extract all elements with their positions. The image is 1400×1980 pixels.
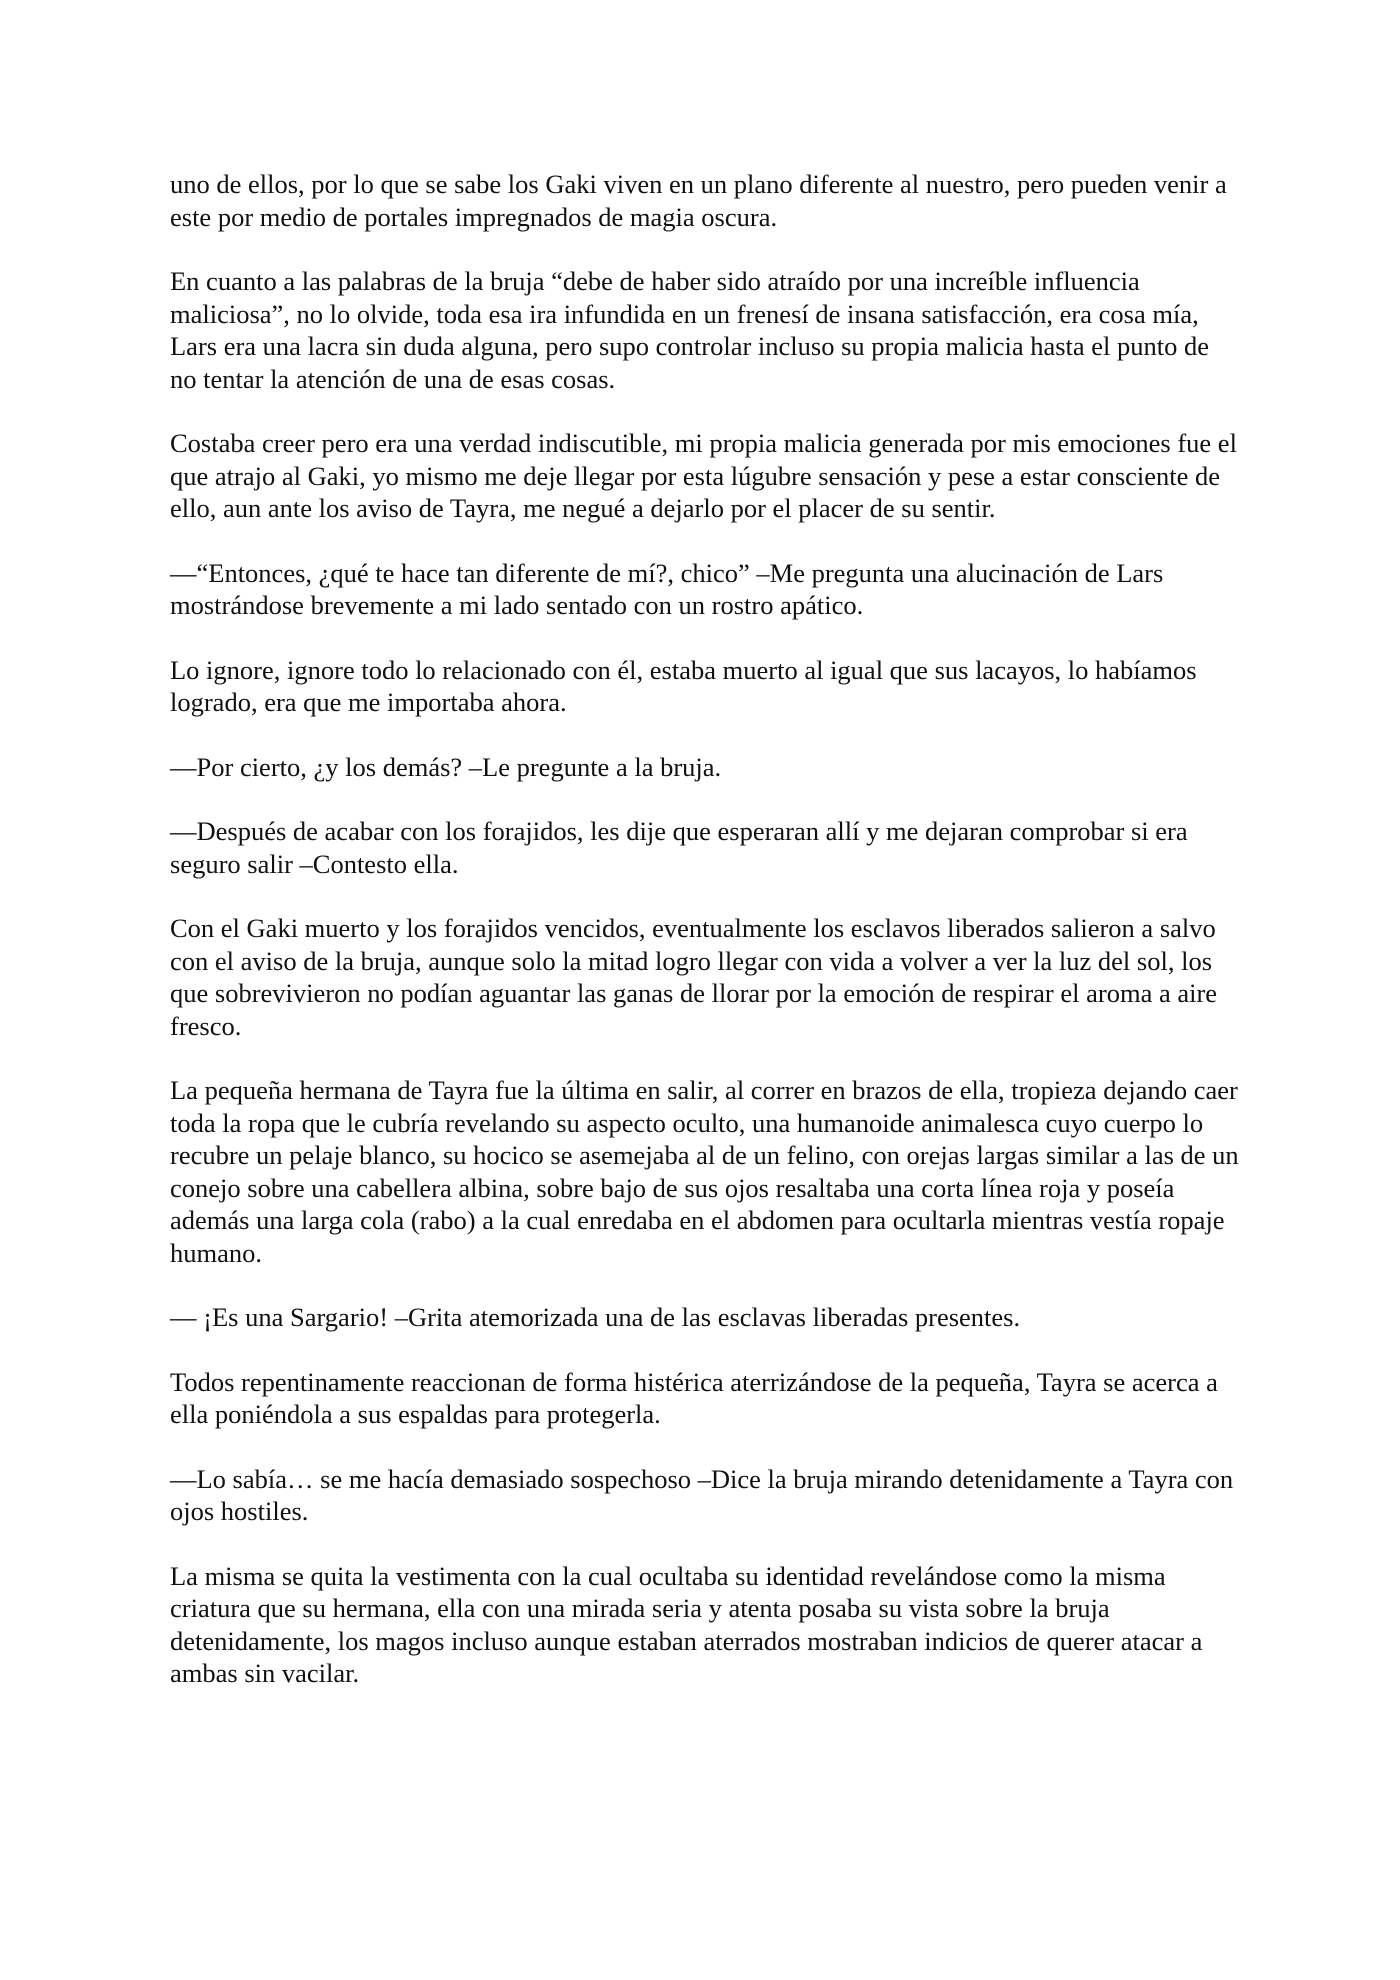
paragraph-8: Con el Gaki muerto y los forajidos vencidos, eventualmente los esclavos liberados salieron a salvo con el aviso de la bruja, aunque solo la mitad logro llegar con vida a volver a ver la luz del sol, los que sobrevivieron no podían aguantar las ganas de llorar por la emoción de respirar el aroma a aire fresco. [170,913,1218,1041]
paragraph-7: —Después de acabar con los forajidos, les dije que esperaran allí y me dejaran comprobar si era seguro salir –Contesto ella. [170,816,1188,879]
paragraph-9: La pequeña hermana de Tayra fue la última en salir, al correr en brazos de ella, tropieza dejando caer toda la ropa que le cubría revelando su aspecto oculto, una humanoide animalesca cuyo cuerpo lo recubre un pelaje blanco, su hocico se asemejaba al de un felino, con orejas largas similar a las de un conejo sobre una cabellera albina, sobre bajo de sus ojos resaltaba una corta línea roja y poseía además una larga cola (rabo) a la cual enredaba en el abdomen para ocultarla mientras vestía ropaje humano. [170,1075,1239,1268]
paragraph-11: Todos repentinamente reaccionan de forma histérica aterrizándose de la pequeña, Tayra se acerca a ella poniéndola a sus espaldas para protegerla. [170,1366,1218,1429]
paragraph-6: —Por cierto, ¿y los demás? –Le pregunte a la bruja. [170,751,722,782]
paragraph-2: En cuanto a las palabras de la bruja “debe de haber sido atraído por una increíble influencia maliciosa”, no lo olvide, toda esa ira infundida en un frenesí de insana satisfacción, era cosa mía, Lars era una lacra sin duda alguna, pero supo controlar incluso su propia malicia hasta el punto de no tentar la atención de una de esas cosas. [170,266,1210,394]
document-body [170,168,1240,1722]
paragraph-5: Lo ignore, ignore todo lo relacionado con él, estaba muerto al igual que sus lacayos, lo habíamos logrado, era que me importaba ahora. [170,654,1197,717]
paragraph-3: Costaba creer pero era una verdad indiscutible, mi propia malicia generada por mis emociones fue el que atrajo al Gaki, yo mismo me deje llegar por esta lúgubre sensación y pese a estar consciente de ello, aun ante los aviso de Tayra, me negué a dejarlo por el placer de su sentir. [170,428,1237,523]
paragraph-10: — ¡Es una Sargario! –Grita atemorizada una de las esclavas liberadas presentes. [170,1302,1021,1332]
paragraph-12: —Lo sabía… se me hacía demasiado sospechoso –Dice la bruja mirando detenidamente a Tayra con ojos hostiles. [170,1463,1234,1526]
paragraph-1: uno de ellos, por lo que se sabe los Gaki viven en un plano diferente al nuestro, pero pueden venir a este por medio de portales impregnados de magia oscura. [170,169,1227,232]
paragraph-13: La misma se quita la vestimenta con la cual ocultaba su identidad revelándose como la misma criatura que su hermana, ella con una mirada seria y atenta posaba su vista sobre la bruja detenidamente, los magos incluso aunque estaban aterrados mostraban indicios de querer atacar a ambas sin vacilar. [170,1560,1203,1688]
paragraph-4: —“Entonces, ¿qué te hace tan diferente de mí?, chico” –Me pregunta una alucinación de Lars mostrándose brevemente a mi lado sentado con un rostro apático. [170,557,1164,620]
